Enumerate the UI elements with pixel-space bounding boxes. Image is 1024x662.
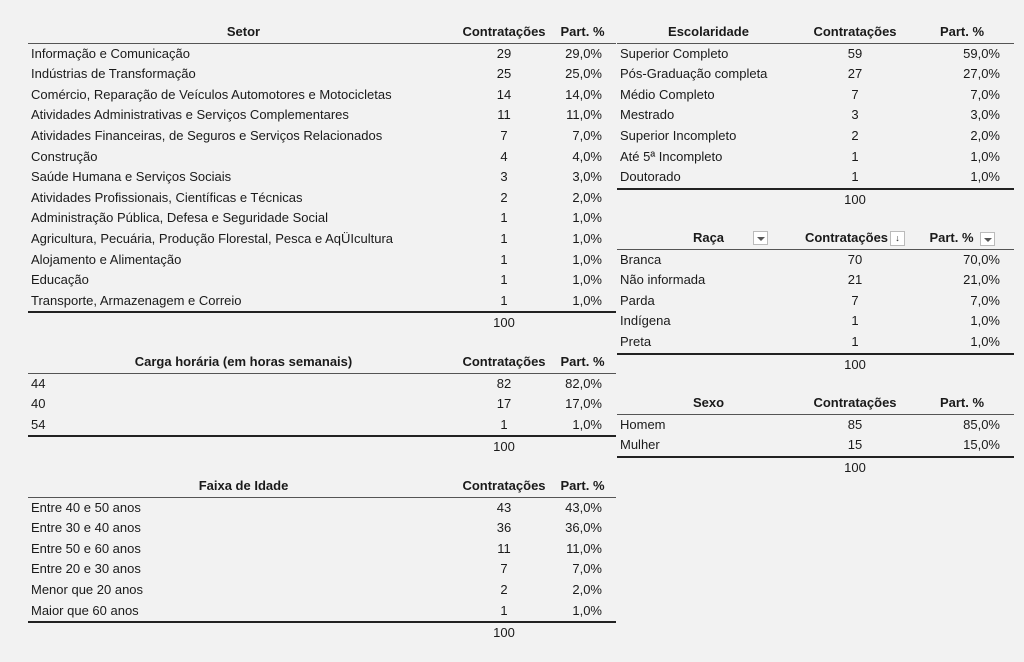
table-row	[28, 415, 616, 436]
table-total	[617, 190, 1014, 211]
row-label: Construção	[31, 148, 98, 164]
table-row	[617, 126, 1014, 147]
row-label: Indústrias de Transformação	[31, 66, 196, 82]
row-label: Médio Completo	[620, 86, 715, 102]
row-contratacoes: 3	[851, 107, 859, 123]
raca-table	[617, 228, 1014, 375]
row-part: 25,0%	[565, 66, 602, 82]
row-label: Administração Pública, Defesa e Seguridade Social	[31, 210, 329, 226]
table-body	[617, 44, 1014, 190]
header-part: Part. %	[939, 395, 985, 410]
row-contratacoes: 29	[496, 45, 512, 61]
table-row	[617, 311, 1014, 332]
table-row	[28, 539, 616, 560]
row-contratacoes: 1	[500, 210, 508, 226]
row-part: 1,0%	[572, 230, 602, 246]
row-part: 1,0%	[572, 272, 602, 288]
total-value: 100	[493, 625, 515, 641]
row-part: 82,0%	[565, 375, 602, 391]
row-contratacoes: 1	[851, 148, 859, 164]
row-contratacoes: 21	[847, 272, 863, 288]
row-contratacoes: 2	[500, 581, 508, 597]
row-contratacoes: 59	[847, 45, 863, 61]
table-row	[28, 250, 616, 271]
row-label: Menor que 20 anos	[31, 581, 144, 597]
row-part: 1,0%	[970, 148, 1000, 164]
header-contratacoes: Contratações	[462, 24, 546, 39]
table-row	[617, 415, 1014, 436]
row-part: 2,0%	[572, 189, 602, 205]
header-contratacoes: Contratações	[804, 230, 889, 245]
row-part: 15,0%	[963, 437, 1000, 453]
table-row	[28, 85, 616, 106]
table-header	[617, 22, 1014, 44]
table-row	[28, 126, 616, 147]
sort-descending-icon[interactable]: ↓	[890, 231, 905, 246]
idade-table	[28, 476, 616, 644]
header-contratacoes: Contratações	[813, 24, 897, 39]
row-contratacoes: 25	[496, 66, 512, 82]
table-row	[617, 64, 1014, 85]
table-row	[28, 147, 616, 168]
header-raca: Raça	[692, 230, 725, 245]
row-label: Entre 20 e 30 anos	[31, 561, 141, 577]
table-header	[617, 228, 1014, 250]
row-part: 7,0%	[572, 127, 602, 143]
header-idade: Faixa de Idade	[198, 478, 289, 493]
row-label: Comércio, Reparação de Veículos Automotores e Motocicletas	[31, 86, 392, 102]
table-row	[28, 498, 616, 519]
header-contratacoes: Contratações	[462, 478, 546, 493]
row-contratacoes: 2	[851, 127, 859, 143]
row-part: 3,0%	[572, 169, 602, 185]
row-part: 59,0%	[963, 45, 1000, 61]
row-contratacoes: 4	[500, 148, 508, 164]
header-escolaridade: Escolaridade	[668, 24, 749, 39]
row-contratacoes: 1	[500, 251, 508, 267]
row-label: 54	[31, 416, 46, 432]
row-part: 29,0%	[565, 45, 602, 61]
total-value: 100	[844, 459, 866, 475]
row-contratacoes: 15	[847, 437, 863, 453]
row-label: Superior Completo	[620, 45, 729, 61]
table-header	[28, 352, 616, 374]
header-sexo: Sexo	[692, 395, 725, 410]
row-contratacoes: 2	[500, 189, 508, 205]
row-contratacoes: 3	[500, 169, 508, 185]
header-part: Part. %	[929, 230, 974, 245]
table-row	[28, 601, 616, 622]
table-body	[28, 44, 616, 314]
row-contratacoes: 82	[496, 375, 512, 391]
row-contratacoes: 36	[496, 520, 512, 536]
row-part: 7,0%	[572, 561, 602, 577]
row-contratacoes: 7	[851, 86, 859, 102]
row-label: Entre 50 e 60 anos	[31, 540, 141, 556]
table-row	[28, 167, 616, 188]
row-contratacoes: 7	[851, 292, 859, 308]
row-contratacoes: 1	[851, 169, 859, 185]
row-part: 1,0%	[970, 333, 1000, 349]
row-part: 85,0%	[963, 416, 1000, 432]
table-row	[617, 291, 1014, 312]
header-part: Part. %	[560, 354, 605, 369]
row-part: 11,0%	[566, 540, 602, 556]
header-contratacoes: Contratações	[813, 395, 897, 410]
row-label: Superior Incompleto	[620, 127, 737, 143]
row-part: 2,0%	[970, 127, 1000, 143]
table-row	[617, 270, 1014, 291]
row-contratacoes: 14	[496, 86, 512, 102]
row-label: Transporte, Armazenagem e Correio	[31, 292, 242, 308]
setor-table	[28, 22, 616, 334]
table-total	[617, 458, 1014, 479]
row-contratacoes: 17	[496, 396, 512, 412]
table-total	[28, 437, 616, 458]
table-row	[28, 208, 616, 229]
header-contratacoes: Contratações	[462, 354, 546, 369]
row-part: 7,0%	[970, 292, 1000, 308]
table-row	[28, 229, 616, 250]
row-part: 27,0%	[963, 66, 1000, 82]
table-total	[617, 355, 1014, 376]
row-label: Agricultura, Pecuária, Produção Florestal, Pesca e AqÜIcultura	[31, 230, 394, 246]
row-contratacoes: 11	[497, 540, 511, 556]
total-value: 100	[493, 315, 515, 331]
table-row	[28, 291, 616, 312]
row-label: Parda	[620, 292, 655, 308]
table-row	[617, 332, 1014, 353]
row-part: 4,0%	[572, 148, 602, 164]
row-part: 11,0%	[566, 107, 602, 123]
row-label: 44	[31, 375, 46, 391]
table-body	[617, 250, 1014, 355]
row-part: 70,0%	[963, 251, 1000, 267]
row-label: Atividades Administrativas e Serviços Complementares	[31, 107, 349, 123]
table-row	[617, 105, 1014, 126]
header-part: Part. %	[939, 24, 985, 39]
row-label: Até 5ª Incompleto	[620, 148, 723, 164]
row-part: 43,0%	[565, 499, 602, 515]
table-row	[28, 518, 616, 539]
header-part: Part. %	[560, 478, 605, 493]
row-part: 1,0%	[572, 416, 602, 432]
row-label: Alojamento e Alimentação	[31, 251, 182, 267]
row-contratacoes: 1	[851, 333, 859, 349]
header-setor: Setor	[226, 24, 261, 39]
row-label: Entre 30 e 40 anos	[31, 520, 141, 536]
total-value: 100	[844, 356, 866, 372]
row-label: 40	[31, 396, 46, 412]
filter-dropdown-icon[interactable]	[980, 232, 995, 246]
row-contratacoes: 1	[500, 292, 508, 308]
row-label: Pós-Graduação completa	[620, 66, 768, 82]
table-row	[28, 188, 616, 209]
row-part: 2,0%	[572, 581, 602, 597]
row-label: Atividades Financeiras, de Seguros e Serviços Relacionados	[31, 127, 383, 143]
table-row	[28, 270, 616, 291]
row-contratacoes: 1	[500, 230, 508, 246]
row-contratacoes: 7	[500, 561, 508, 577]
header-part: Part. %	[560, 24, 605, 39]
row-part: 1,0%	[572, 602, 602, 618]
table-row	[28, 580, 616, 601]
filter-dropdown-icon[interactable]	[753, 231, 768, 245]
table-body	[28, 498, 616, 624]
row-part: 7,0%	[970, 86, 1000, 102]
row-contratacoes: 1	[500, 602, 508, 618]
row-contratacoes: 1	[500, 272, 508, 288]
table-header	[617, 393, 1014, 415]
row-part: 21,0%	[963, 272, 1000, 288]
total-value: 100	[493, 439, 515, 455]
table-total	[28, 623, 616, 644]
total-value: 100	[844, 191, 866, 207]
row-part: 17,0%	[565, 396, 602, 412]
row-part: 3,0%	[970, 107, 1000, 123]
row-part: 1,0%	[572, 210, 602, 226]
table-row	[28, 105, 616, 126]
header-carga: Carga horária (em horas semanais)	[134, 354, 353, 369]
row-contratacoes: 43	[496, 499, 512, 515]
row-label: Homem	[620, 416, 666, 432]
row-contratacoes: 11	[497, 107, 511, 123]
row-label: Informação e Comunicação	[31, 45, 190, 61]
row-label: Entre 40 e 50 anos	[31, 499, 141, 515]
row-label: Educação	[31, 272, 89, 288]
table-header	[28, 22, 616, 44]
row-part: 14,0%	[565, 86, 602, 102]
escolaridade-table	[617, 22, 1014, 210]
row-part: 1,0%	[572, 251, 602, 267]
row-label: Saúde Humana e Serviços Sociais	[31, 169, 232, 185]
row-label: Branca	[620, 251, 662, 267]
table-total	[28, 313, 616, 334]
table-row	[617, 147, 1014, 168]
row-part: 1,0%	[970, 169, 1000, 185]
table-row	[617, 435, 1014, 456]
row-contratacoes: 27	[847, 66, 863, 82]
table-row	[28, 64, 616, 85]
carga-table	[28, 352, 616, 458]
row-part: 36,0%	[565, 520, 602, 536]
row-contratacoes: 7	[500, 127, 508, 143]
row-contratacoes: 85	[847, 416, 863, 432]
row-contratacoes: 1	[500, 416, 508, 432]
table-row	[28, 374, 616, 395]
row-label: Mestrado	[620, 107, 675, 123]
row-label: Preta	[620, 333, 652, 349]
table-row	[28, 559, 616, 580]
table-row	[617, 85, 1014, 106]
row-part: 1,0%	[572, 292, 602, 308]
row-label: Indígena	[620, 313, 671, 329]
table-row	[617, 44, 1014, 65]
table-row	[617, 250, 1014, 271]
table-row	[617, 167, 1014, 188]
row-label: Atividades Profissionais, Científicas e Técnicas	[31, 189, 303, 205]
sexo-table	[617, 393, 1014, 478]
row-contratacoes: 70	[847, 251, 863, 267]
table-row	[28, 394, 616, 415]
table-header	[28, 476, 616, 498]
table-row	[28, 44, 616, 65]
table-body	[28, 374, 616, 438]
row-label: Não informada	[620, 272, 706, 288]
table-body	[617, 415, 1014, 458]
row-contratacoes: 1	[851, 313, 859, 329]
row-label: Maior que 60 anos	[31, 602, 139, 618]
row-label: Mulher	[620, 437, 660, 453]
row-label: Doutorado	[620, 169, 681, 185]
row-part: 1,0%	[970, 313, 1000, 329]
